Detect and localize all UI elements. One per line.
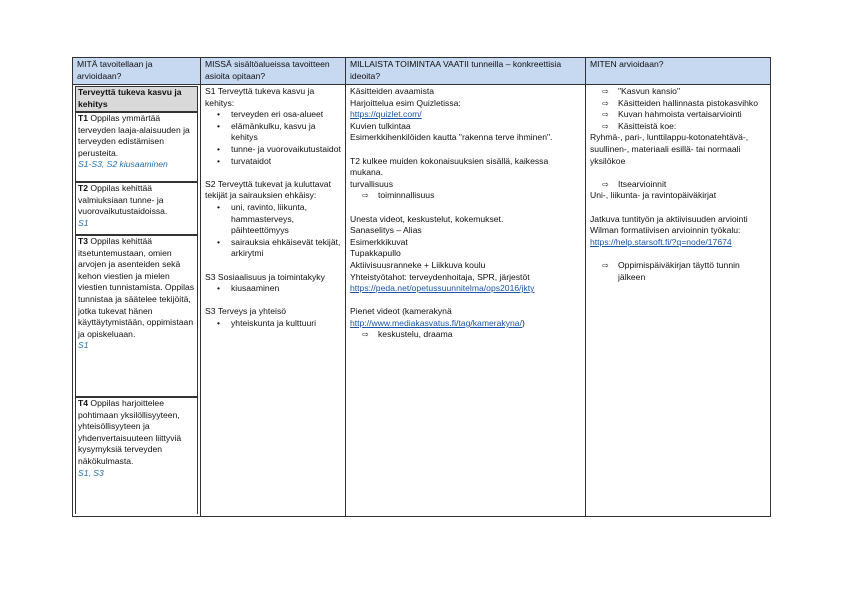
text-line: Jatkuva tuntityön ja aktiivisuuden arviointi (590, 213, 748, 224)
quizlet-link[interactable]: https://quizlet.com/ (350, 109, 422, 120)
list-item: • tunne- ja vuorovaikutustaidot (205, 144, 341, 156)
goals-column (73, 58, 200, 516)
arrow-item: ⇨ keskustelu, draama (350, 329, 581, 341)
goal-t3 (75, 235, 198, 397)
list-item: • kiusaaminen (205, 283, 341, 295)
text-line: Yhteistyötahot: terveydenhoitaja, SPR, järjestöt (350, 271, 530, 282)
text-line: Uni-, liikunta- ja ravintopäiväkirjat (590, 190, 717, 201)
arrow-list (590, 86, 768, 132)
goal-t2 (75, 182, 198, 235)
goals-heading: Terveyttä tukeva kasvu ja kehitys (75, 86, 198, 112)
arrow-item: ⇨ Käsitteistä koe: (590, 121, 768, 133)
section-title: S3 Sosiaalisuus ja toimintakyky (205, 271, 325, 282)
text-line: Esimerkkihenkilöiden kautta "rakenna terve ihminen". (350, 132, 553, 143)
bullet-list (205, 318, 341, 330)
text-line: Esimerkkikuvat (350, 236, 408, 247)
header-activities: MILLAISTA TOIMINTAA VAATII tunneilla – konkreettisia ideoita? (350, 59, 562, 81)
text-line: Tupakkapullo (350, 248, 401, 259)
goal-code: T2 (78, 183, 89, 193)
arrow-item: ⇨ Käsitteiden hallinnasta pistokasvihko (590, 98, 768, 110)
arrow-list (350, 329, 581, 341)
goal-text: Oppilas ymmärtää terveyden laaja-alaisuuden ja terveyden edistämisen perusteita. (78, 113, 190, 158)
text-line: Pienet videot (kamerakynä (350, 306, 452, 317)
header-assessment: MITEN arvioidaan? (590, 59, 664, 69)
list-item: • yhteiskunta ja kulttuuri (205, 318, 341, 330)
text-line: Ryhmä-, pari-, lunttilappu-kotonatehtävä-, suullinen-, materiaali esillä- tai normaali yksilökoe (590, 132, 749, 166)
text-line: T2 kulkee muiden kokonaisuuksien sisällä, kaikessa mukana. (350, 155, 549, 178)
goal-text: Oppilas kehittää valmiuksiaan tunne- ja vuorovaikutustaidoissa. (78, 183, 168, 217)
section-title: S1 Terveyttä tukeva kasvu ja kehitys: (205, 86, 315, 108)
curriculum-table (72, 57, 771, 517)
goal-ref: S1, S3 (78, 467, 104, 478)
assessment-column (586, 86, 772, 283)
text-line: Sanaselitys – Alias (350, 225, 422, 236)
list-item: • uni, ravinto, liikunta, hammasterveys, päihteettömyys (205, 202, 341, 237)
text-line: Kuvien tulkintaa (350, 120, 411, 131)
header-what: MITÄ tavoitellaan ja arvioidaan? (77, 59, 153, 81)
bullet-list (205, 109, 341, 167)
text-line: Wilman formatiivisen arvioinnin työkalu: (590, 225, 741, 236)
starsoft-link[interactable]: https://help.starsoft.fi/?q=node/17674 (590, 236, 732, 247)
goal-code: T1 (78, 113, 89, 123)
goal-ref: S1 (78, 340, 89, 351)
arrow-list (350, 190, 581, 202)
header-where: MISSÄ sisältöalueissa tavoitteen asioita opitaan? (205, 59, 330, 81)
content-areas-column (201, 86, 345, 329)
goal-ref: S1 (78, 217, 89, 228)
text-line: turvallisuus (350, 178, 393, 189)
list-item: • elämänkulku, kasvu ja kehitys (205, 121, 341, 144)
activities-column (346, 86, 585, 341)
arrow-item: ⇨ Itsearvioinnit (590, 179, 768, 191)
arrow-list (590, 260, 768, 283)
section-title: S2 Terveyttä tukevat ja kuluttavat tekijät ja sairauksien ehkäisy: (205, 178, 331, 201)
goal-code: T3 (78, 236, 89, 246)
text-line: ) (521, 317, 525, 328)
goal-text: Oppilas harjoittelee pohtimaan yksilöllisyyteen, yhteisöllisyyteen ja yhdenvertaisuuteen liittyviä kysymyksiä terveyden näkökulmasta. (78, 398, 182, 466)
peda-link[interactable]: https://peda.net/opetussuunnitelma/ops2016/jkty (350, 283, 535, 294)
goal-t4 (75, 397, 198, 514)
section-title: S3 Terveys ja yhteisö (205, 306, 287, 317)
bullet-list (205, 202, 341, 260)
goal-code: T4 (78, 398, 89, 408)
mediakasvatus-link[interactable]: http://www.mediakasvatus.fi/tag/kamerakyna/ (350, 317, 522, 328)
text-line: Harjoittelua esim Quizletissa: (350, 97, 461, 108)
bullet-list (205, 283, 341, 295)
goal-t1 (75, 112, 198, 182)
text-line: Aktiivisuusranneke + Liikkuva koulu (350, 259, 486, 270)
text-line: Käsitteiden avaamista (350, 86, 435, 96)
list-item: • sairauksia ehkäisevät tekijät, arkirytmi (205, 237, 341, 260)
arrow-item: ⇨ Oppimispäiväkirjan täyttö tunnin jälkeen (590, 260, 768, 283)
arrow-item: ⇨ "Kasvun kansio" (590, 86, 768, 98)
arrow-item: ⇨ Kuvan hahmoista vertaisarviointi (590, 109, 768, 121)
goal-ref: S1-S3, S2 kiusaaminen (78, 159, 168, 170)
arrow-item: ⇨ toiminnallisuus (350, 190, 581, 202)
arrow-list (590, 179, 768, 191)
list-item: • turvataidot (205, 156, 341, 168)
goal-text: Oppilas kehittää itsetuntemustaan, omien arvojen ja asenteiden sekä kehon viestien ja mielen viestien tunnistamista. Oppilas tunnistaa ja säätelee tekijöitä, jotka tukevat hänen käyttäytymistään, oppimistaan ja opiskeluaan. (78, 236, 195, 339)
text-line: Unesta videot, keskustelut, kokemukset. (350, 213, 504, 224)
list-item: • terveyden eri osa-alueet (205, 109, 341, 121)
